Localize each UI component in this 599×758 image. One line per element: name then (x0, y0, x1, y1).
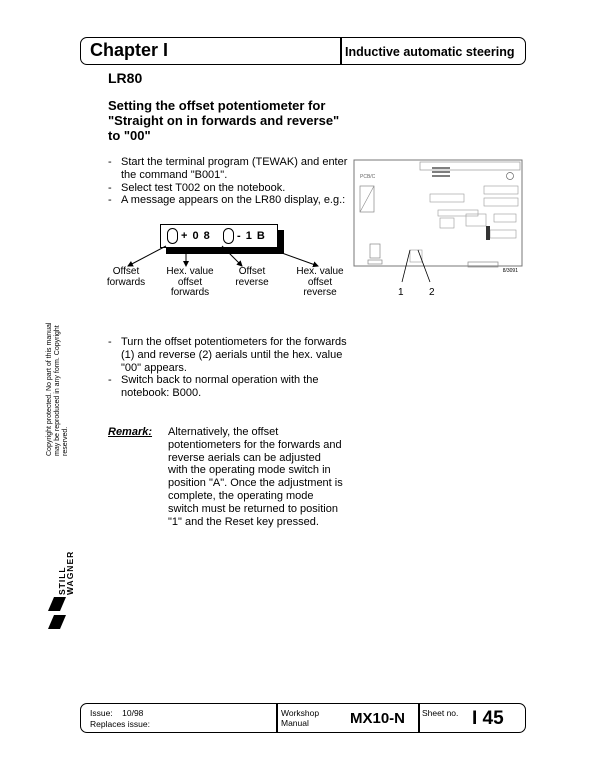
footer-divider (276, 703, 278, 733)
footer-divider (418, 703, 420, 733)
brand-logo-icon (48, 597, 68, 633)
list-item: - Turn the offset potentiometers for the forwards (1) and reverse (2) aerials until the hex. value "00" appears. (108, 336, 347, 374)
display-value-forwards: + 0 8 (181, 230, 211, 242)
display-value-reverse: - 1 B (237, 230, 266, 242)
brand-logo-text: STILL WAGNER (57, 550, 75, 595)
footer-manual-type: Workshop Manual (281, 708, 320, 728)
arrow-offset-forwards (128, 246, 166, 266)
arrow-offset-reverse (222, 246, 242, 266)
callout-1: 1 (398, 287, 404, 298)
remark-text: Alternatively, the offset potentiometers for the forwards and reverse aerials can be adjusted with the operating mode switch in position "A". Once the adjustment is complete, the operating mode switch must be returned to position "1" and the Reset key pressed. (168, 426, 343, 528)
svg-text:PCB/C: PCB/C (360, 174, 376, 180)
footer-issue: Issue: 10/98 (90, 708, 144, 718)
steps-bottom-list (108, 336, 348, 400)
callout-2: 2 (429, 287, 435, 298)
label-hex-forwards: Hex. value offset forwards (166, 266, 214, 298)
label-offset-forwards: Offset forwards (106, 266, 146, 288)
list-item: - Switch back to normal operation with the notebook: B000. (108, 374, 319, 400)
circuit-board-diagram (350, 156, 530, 306)
steps-top-list (108, 156, 348, 207)
section-title-header: Inductive automatic steering (345, 45, 515, 59)
footer-sheet-number: I 45 (472, 708, 504, 729)
footer-sheet-label: Sheet no. (422, 708, 459, 718)
chapter-title: Chapter I (90, 40, 169, 60)
svg-text:8/3091: 8/3091 (502, 268, 518, 274)
list-item: - Select test T002 on the notebook. (108, 181, 286, 194)
list-item: - Start the terminal program (TEWAK) and enter the command "B001". (108, 156, 348, 181)
label-offset-reverse: Offset reverse (235, 266, 269, 288)
label-hex-reverse: Hex. value offset reverse (296, 266, 344, 298)
arrow-hex-reverse (268, 248, 318, 266)
remark-label: Remark: (108, 426, 153, 438)
list-item: - A message appears on the LR80 display, e.g.: (108, 194, 346, 207)
footer-replaces: Replaces issue: (90, 719, 151, 729)
page-title: Setting the offset potentiometer for "Straight on in forwards and reverse" to "00" (108, 98, 340, 143)
header-divider (340, 37, 342, 65)
copyright-note: Copyright protected. No part of this manual may be reproduced in any form. Copyright reserved. (46, 322, 69, 456)
footer-model: MX10-N (350, 710, 406, 727)
model-heading: LR80 (108, 70, 143, 86)
